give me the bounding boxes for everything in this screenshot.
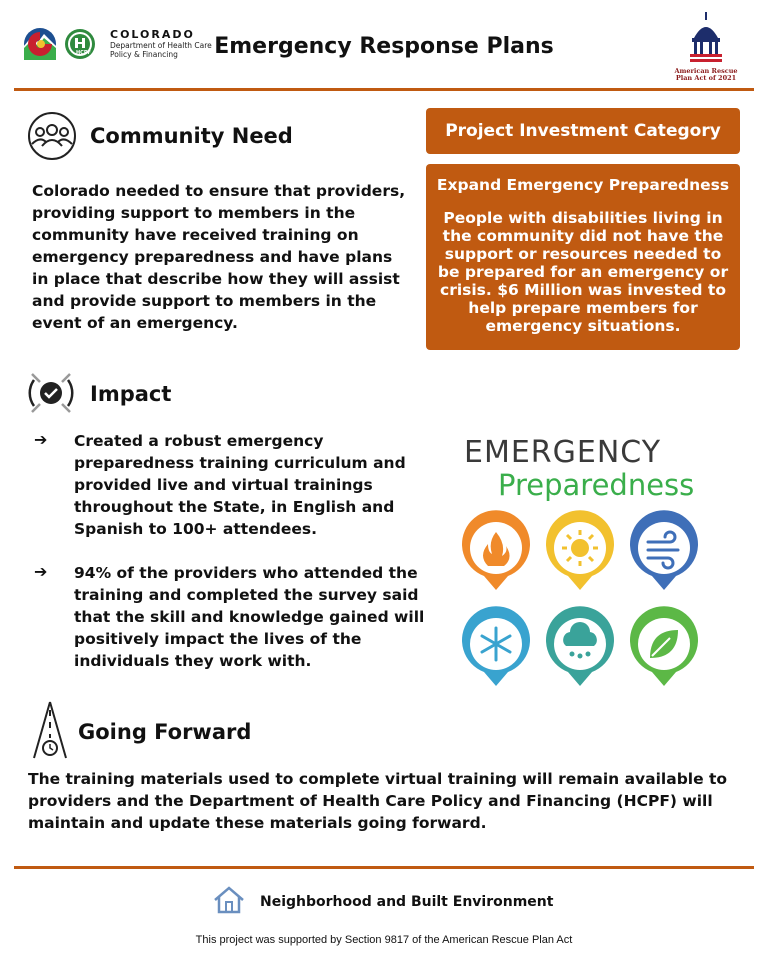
logo-badge: HCPF bbox=[76, 50, 91, 56]
going-forward-text: The training materials used to complete virtual training will remain available to providers and the Department of Health Care Policy and Financing (HCPF) will maintain and update these materials going forward. bbox=[28, 770, 728, 832]
fire-pin-icon bbox=[462, 510, 530, 590]
arpa-line-2: Plan Act of 2021 bbox=[675, 74, 737, 82]
impact-bullet-list bbox=[34, 430, 426, 672]
snowflake-pin-icon bbox=[462, 606, 530, 686]
logo-subtitle-1: Department of Health Care bbox=[110, 41, 212, 50]
impact-bullet-1-text: Created a robust emergency preparedness training curriculum and provided live and virtual trainings throughout the State, in English and Spanish to 100+ attendees. bbox=[74, 432, 406, 538]
arrow-right-icon: ➔ bbox=[34, 562, 48, 581]
community-need-title: Community Need bbox=[90, 124, 293, 148]
investment-category-box bbox=[426, 164, 740, 350]
investment-text: People with disabilities living in the community did not have the support or resources needed to be prepared for an emergency or crisis. $6 Million was invested to help prepare members for emergency situations. bbox=[437, 209, 729, 335]
impact-bullet-1 bbox=[34, 430, 426, 540]
header-divider bbox=[14, 88, 754, 91]
impact-title: Impact bbox=[90, 382, 172, 406]
footer-divider bbox=[14, 866, 754, 869]
wind-pin-icon bbox=[630, 510, 698, 590]
investment-subtitle: Expand Emergency Preparedness bbox=[436, 176, 730, 194]
house-icon bbox=[212, 885, 246, 915]
page-title: Emergency Response Plans bbox=[214, 34, 554, 59]
community-need-text: Colorado needed to ensure that providers, providing support to members in the community have received training on emergency preparedness and have plans in place that describe how they will assist and provide support to members in the event of an emergency. bbox=[32, 182, 406, 332]
leaf-pin-icon bbox=[630, 606, 698, 686]
impact-check-icon bbox=[26, 368, 76, 418]
impact-bullet-2-text: 94% of the providers who attended the training and completed the survey said that the skill and knowledge gained will positively impact the lives of the individuals they work with. bbox=[74, 564, 425, 670]
investment-category-header: Project Investment Category bbox=[426, 108, 740, 154]
arpa-logo-text bbox=[664, 68, 748, 82]
logo-title: COLORADO bbox=[110, 28, 195, 41]
going-forward-title: Going Forward bbox=[78, 720, 252, 744]
community-group-icon bbox=[26, 110, 78, 162]
footer-note: This project was supported by Section 9817 of the American Rescue Plan Act bbox=[195, 934, 573, 946]
footer-category: Neighborhood and Built Environment bbox=[260, 894, 554, 910]
road-clock-icon bbox=[28, 700, 72, 762]
rain-cloud-pin-icon bbox=[546, 606, 614, 686]
logo-subtitle-2: Policy & Financing bbox=[110, 50, 178, 59]
preparedness-icons-graphic bbox=[456, 508, 706, 690]
arpa-line-1: American Rescue bbox=[674, 67, 738, 75]
capitol-dome-icon bbox=[684, 12, 728, 66]
arrow-right-icon: ➔ bbox=[34, 430, 48, 449]
sun-pin-icon bbox=[546, 510, 614, 590]
graphic-subtitle: Preparedness bbox=[498, 468, 695, 502]
impact-bullet-2 bbox=[34, 562, 426, 672]
graphic-title: EMERGENCY bbox=[464, 435, 662, 470]
